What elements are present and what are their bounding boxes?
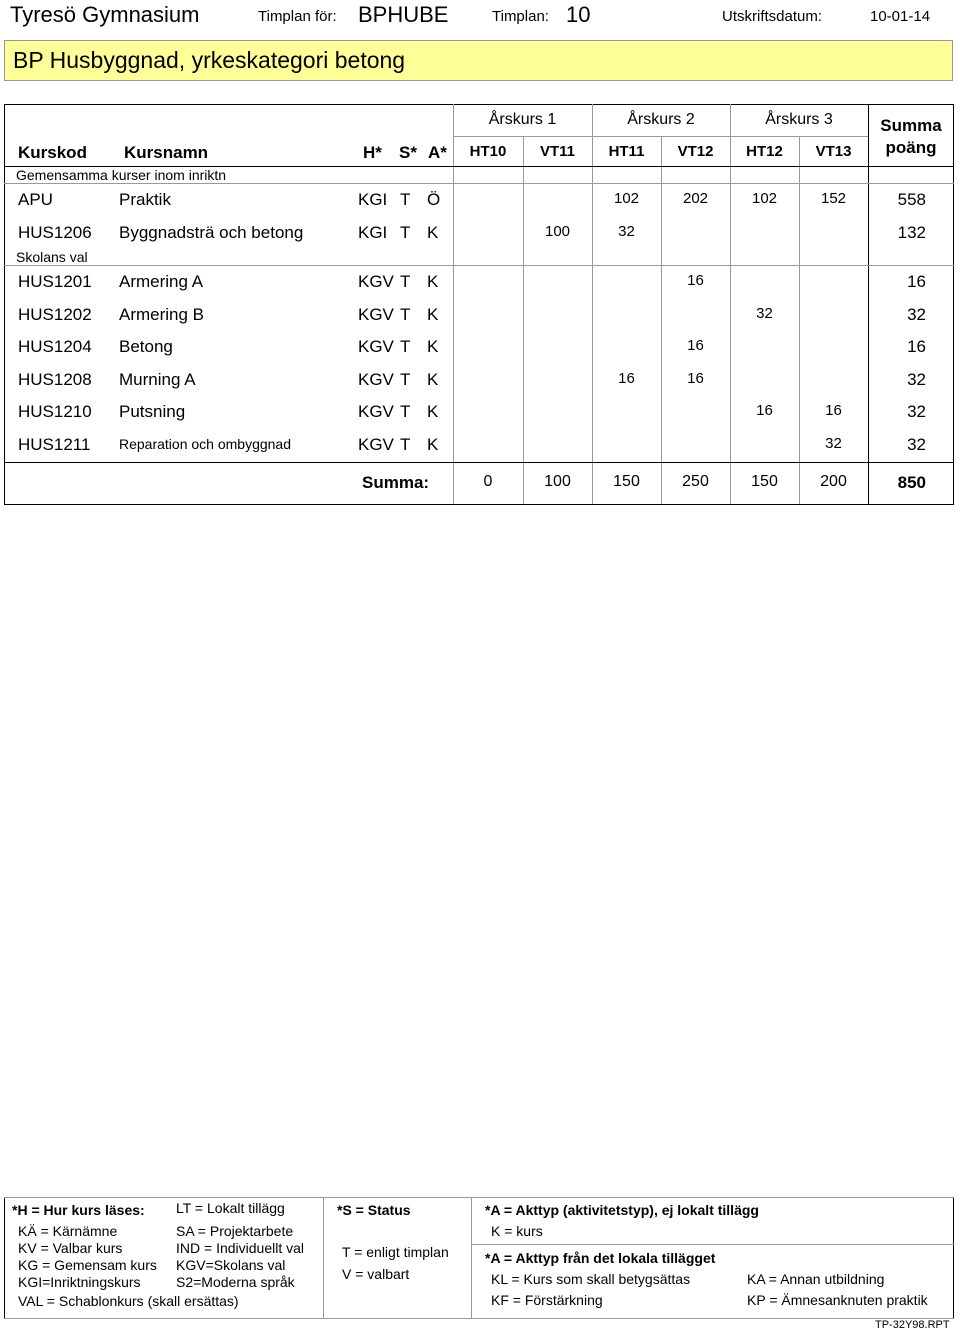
- course-name: Putsning: [119, 402, 186, 421]
- course-s: T: [400, 304, 411, 324]
- term-total: 150: [751, 473, 778, 490]
- term-points: 16: [687, 369, 704, 387]
- plan-for-value: BPHUBE: [358, 2, 449, 27]
- year3-header: Årskurs 3: [765, 111, 833, 128]
- course-name: Armering B: [119, 304, 205, 324]
- legend-h2-item: SA = Projektarbete: [176, 1223, 294, 1239]
- plan-value: 10: [566, 2, 591, 27]
- term-header: VT12: [677, 143, 714, 160]
- legend-a2-title: *A = Akttyp från det lokala tillägget: [485, 1250, 716, 1266]
- col-kursnamn: Kursnamn: [124, 143, 209, 162]
- program-title-bar: [4, 40, 953, 81]
- legend-a2-item: KL = Kurs som skall betygsättas: [491, 1271, 691, 1287]
- course-code: HUS1204: [18, 337, 92, 356]
- term-points: 16: [618, 369, 635, 387]
- course-sum: 32: [907, 369, 926, 389]
- term-header: HT10: [469, 143, 507, 160]
- legend-a2b-item: KP = Ämnesanknuten praktik: [747, 1292, 928, 1308]
- course-name: Byggnadsträ och betong: [119, 222, 304, 242]
- legend-a2-item: KF = Förstärkning: [491, 1292, 603, 1308]
- course-name: Praktik: [119, 190, 171, 209]
- term-header: HT12: [746, 143, 783, 160]
- legend-h-item: KGI=Inriktningskurs: [18, 1274, 141, 1290]
- section-label: Gemensamma kurser inom inriktn: [16, 167, 227, 183]
- legend-a-item: K = kurs: [491, 1223, 543, 1239]
- course-h: KGV: [358, 337, 394, 356]
- summa-header: Summa: [880, 116, 942, 135]
- term-points: 100: [544, 222, 571, 240]
- course-sum: 32: [907, 304, 926, 324]
- term-total: 100: [544, 473, 571, 490]
- legend-a2b-item: KA = Annan utbildning: [747, 1271, 885, 1287]
- legend-h2-item: KGV=Skolans val: [176, 1257, 286, 1273]
- course-a: K: [427, 402, 439, 421]
- course-h: KGV: [358, 402, 394, 421]
- course-h: KGV: [358, 369, 394, 389]
- term-points: 16: [756, 402, 773, 419]
- legend-h-item: KV = Valbar kurs: [18, 1240, 123, 1256]
- poang-header: poäng: [885, 138, 937, 157]
- course-code: HUS1210: [18, 402, 92, 421]
- school-name: Tyresö Gymnasium: [10, 2, 200, 27]
- course-s: T: [400, 222, 411, 242]
- course-h: KGV: [358, 272, 394, 291]
- course-a: K: [427, 337, 439, 356]
- legend-h-item: VAL = Schablonkurs (skall ersättas): [18, 1293, 239, 1309]
- course-code: HUS1211: [18, 434, 91, 454]
- term-total: 0: [483, 473, 493, 490]
- term-header: VT13: [815, 143, 852, 160]
- term-points: 16: [825, 402, 842, 419]
- term-points: 102: [751, 190, 778, 207]
- legend-h-item: KG = Gemensam kurs: [18, 1257, 157, 1273]
- print-date-label: Utskriftsdatum:: [722, 8, 823, 25]
- program-title: BP Husbyggnad, yrkeskategori betong: [13, 47, 406, 73]
- col-kurskod: Kurskod: [18, 143, 87, 162]
- course-a: Ö: [427, 190, 441, 209]
- course-a: K: [427, 222, 439, 242]
- course-s: T: [400, 434, 411, 454]
- course-sum: 16: [907, 272, 926, 291]
- term-points: 152: [820, 190, 847, 207]
- course-a: K: [427, 304, 439, 324]
- course-s: T: [400, 272, 411, 291]
- year1-header: Årskurs 1: [488, 111, 557, 128]
- term-total: 150: [613, 473, 640, 490]
- legend-h-title: *H = Hur kurs läses:: [12, 1202, 145, 1218]
- course-code: HUS1206: [18, 222, 92, 242]
- course-s: T: [400, 369, 411, 389]
- col-s: S*: [399, 143, 417, 162]
- legend-h2-item: LT = Lokalt tillägg: [176, 1200, 285, 1216]
- course-name: Armering A: [119, 272, 204, 291]
- totals-label: Summa:: [362, 473, 430, 492]
- term-points: 202: [682, 190, 709, 207]
- course-a: K: [427, 272, 439, 291]
- course-name: Betong: [119, 337, 173, 356]
- term-total: 250: [682, 473, 709, 490]
- term-total: 200: [820, 473, 847, 490]
- legend-h2-item: IND = Individuellt val: [176, 1240, 305, 1256]
- course-s: T: [400, 337, 411, 356]
- legend-a-title: *A = Akttyp (aktivitetstyp), ej lokalt tillägg: [485, 1202, 759, 1218]
- course-name: Reparation och ombyggnad: [119, 435, 292, 452]
- course-h: KGV: [358, 434, 394, 454]
- legend-h-item: KÄ = Kärnämne: [18, 1223, 118, 1239]
- term-points: 16: [687, 272, 704, 289]
- course-code: HUS1202: [18, 304, 92, 324]
- course-code: HUS1201: [18, 272, 92, 291]
- term-points: 32: [756, 304, 773, 322]
- legend-s-item: V = valbart: [342, 1266, 410, 1282]
- legend-s-item: T = enligt timplan: [342, 1244, 449, 1260]
- section-label: Skolans val: [16, 249, 88, 265]
- col-h: H*: [363, 143, 382, 162]
- course-s: T: [400, 402, 411, 421]
- term-header: HT11: [608, 143, 645, 160]
- legend-s-title: *S = Status: [337, 1202, 411, 1218]
- course-sum: 558: [897, 190, 926, 209]
- year2-header: Årskurs 2: [627, 111, 695, 128]
- course-sum: 132: [897, 222, 926, 242]
- grand-total: 850: [897, 473, 926, 492]
- term-points: 16: [687, 337, 704, 354]
- term-points: 32: [825, 434, 842, 452]
- term-points: 102: [613, 190, 640, 207]
- course-h: KGV: [358, 304, 394, 324]
- term-points: 32: [618, 222, 635, 240]
- course-code: HUS1208: [18, 369, 92, 389]
- course-s: T: [400, 190, 411, 209]
- legend-h2-item: S2=Moderna språk: [176, 1274, 295, 1290]
- plan-label: Timplan:: [492, 8, 549, 25]
- plan-for-label: Timplan för:: [258, 8, 337, 25]
- col-a: A*: [428, 143, 447, 162]
- course-code: APU: [18, 190, 53, 209]
- course-sum: 32: [907, 434, 926, 454]
- print-date: 10-01-14: [870, 8, 931, 25]
- course-name: Murning A: [119, 369, 196, 389]
- footer-code: TP-32Y98.RPT: [875, 1319, 950, 1331]
- course-a: K: [427, 369, 439, 389]
- course-a: K: [427, 434, 439, 454]
- term-header: VT11: [539, 143, 576, 160]
- course-h: KGI: [358, 190, 388, 209]
- course-sum: 32: [907, 402, 926, 421]
- course-h: KGI: [358, 222, 388, 242]
- course-sum: 16: [907, 337, 926, 356]
